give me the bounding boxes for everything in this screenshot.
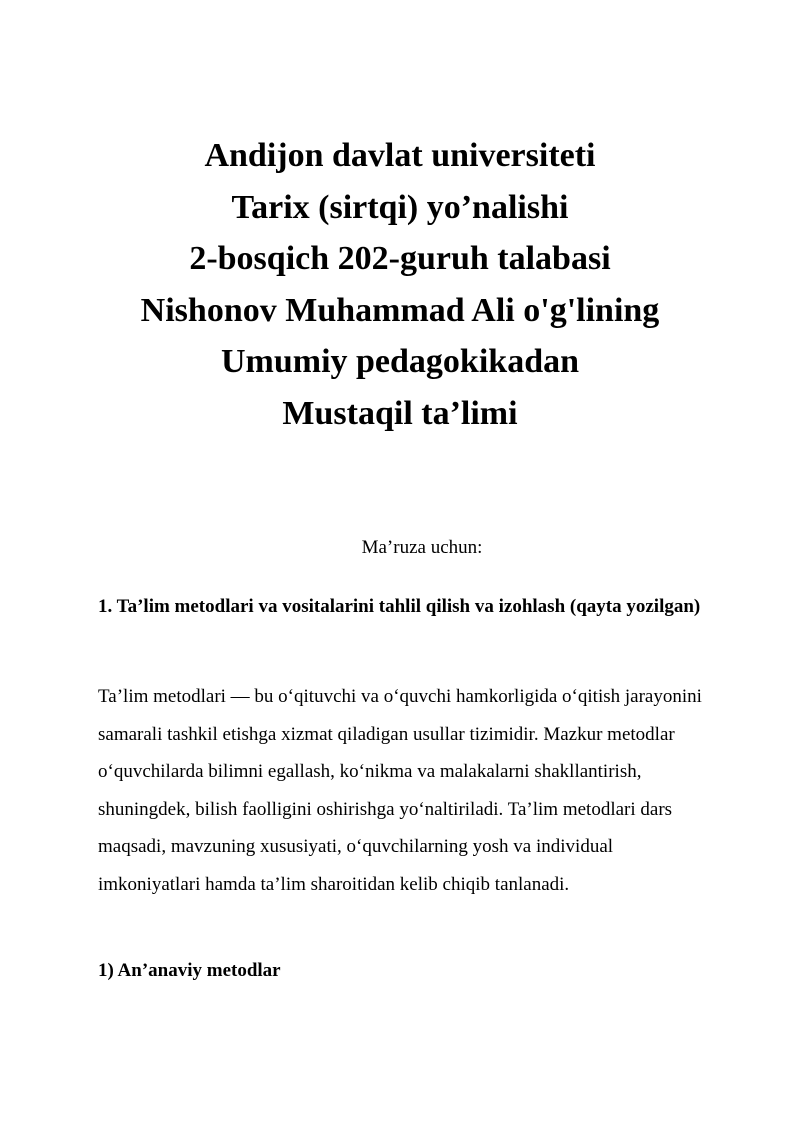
title-university: Andijon davlat universiteti [204, 137, 596, 174]
sub-heading: 1) An’anaviy metodlar [98, 960, 281, 981]
title-direction: Tarix (sirtqi) yo’nalishi [231, 188, 569, 226]
title-work-type: Mustaqil ta’limi [282, 394, 518, 432]
lecture-subtitle: Ma’ruza uchun: [361, 537, 483, 558]
title-student-name: Nishonov Muhammad Ali o'g'lining [140, 291, 660, 329]
body-paragraph: Ta’lim metodlari — bu o‘qituvchi va o‘quvchi hamkorligida o‘qitish jarayonini samarali tashkil etishga xizmat qiladigan usullar tizimidir. Mazkur metodlar o‘quvchilarda bilimni egallash, ko‘nikma va malakalarni shakllantirish, shuningdek, bilish faolligini oshirishga yo‘naltiriladi. Ta’lim metodlari dars maqsadi, mavzuning xususiyati, o‘quvchilarning yosh va individual imkoniyatlari hamda ta’lim sharoitidan kelib chiqib tanlanadi. [98, 686, 702, 895]
section-heading: 1. Ta’lim metodlari va vositalarini tahlil qilish va izohlash (qayta yozilgan) [98, 596, 701, 617]
title-block [0, 130, 800, 439]
title-subject: Umumiy pedagokikadan [220, 343, 580, 380]
title-group: 2-bosqich 202-guruh talabasi [189, 240, 611, 277]
